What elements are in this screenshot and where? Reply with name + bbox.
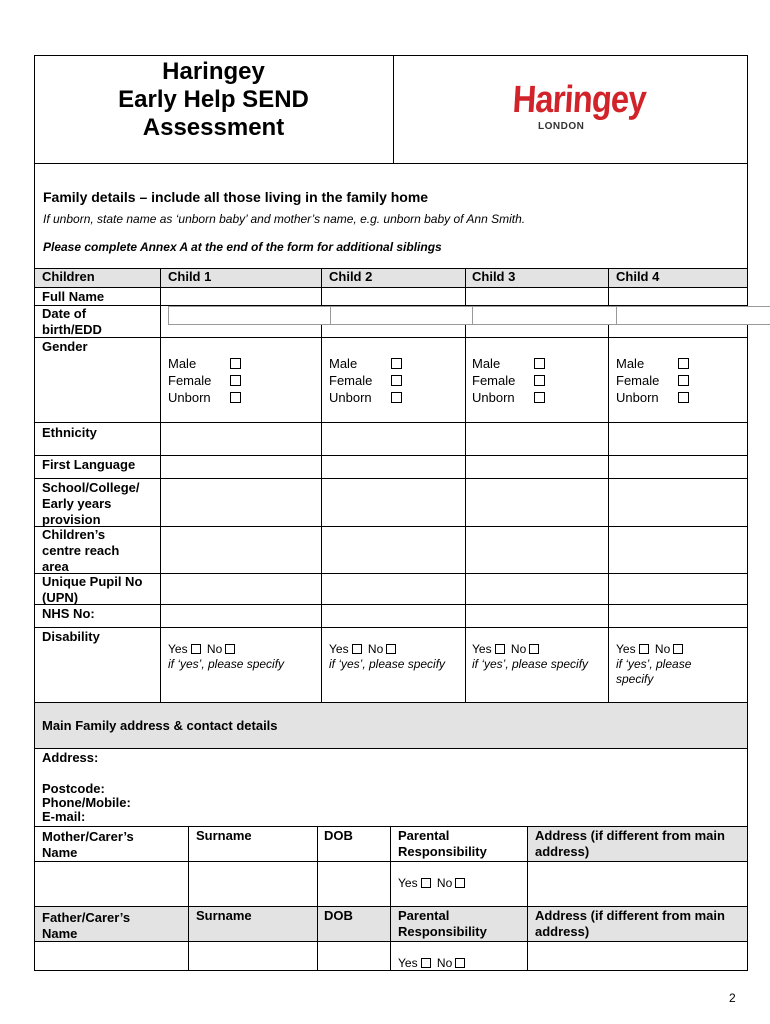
specify-note: if ‘yes’, please specify [329,657,446,671]
gender-label: Gender [42,339,88,354]
checkbox-icon[interactable] [678,392,689,403]
first-language-label: First Language [42,457,136,472]
checkbox-icon[interactable] [421,958,431,968]
yes-label: Yes [398,876,418,890]
checkbox-icon[interactable] [673,644,683,654]
no-label: No [436,876,453,890]
disability-child-4 [616,642,746,687]
gender-option-male[interactable] [472,355,602,372]
rule [34,906,748,907]
specify-note-line-1: if ‘yes’, please [616,657,692,671]
option-label: Female [472,373,516,388]
disability-label: Disability [42,629,100,644]
specify-note-line-2: specify [616,672,654,686]
gender-option-male[interactable] [616,355,746,372]
father-parental-yes-no[interactable] [398,956,468,971]
dob-label: Date of birth/EDD [42,306,102,337]
disability-child-2 [329,642,465,672]
checkbox-icon[interactable] [495,644,505,654]
option-label: Unborn [616,390,659,405]
option-label: Male [472,356,501,371]
gender-option-male[interactable] [168,355,308,372]
gender-option-unborn[interactable] [616,389,746,406]
rule [34,422,748,423]
column-rule [390,826,391,971]
column-rule [321,268,322,702]
yes-label: Yes [472,642,492,656]
child-3-header: Child 3 [472,269,516,284]
form-title-line-1: Haringey [162,58,265,85]
phone-label: Phone/Mobile: [42,795,131,810]
yes-label: Yes [168,642,188,656]
gender-option-female[interactable] [472,372,602,389]
child-2-header: Child 2 [329,269,373,284]
checkbox-icon[interactable] [225,644,235,654]
gender-options-child-3 [472,355,602,406]
option-label: Unborn [168,390,211,405]
disability-child-3 [472,642,608,672]
yes-label: Yes [398,956,418,970]
option-label: Unborn [329,390,372,405]
address-heading: Main Family address & contact details [42,718,278,733]
form-title-line-3: Assessment [142,114,285,141]
checkbox-icon[interactable] [352,644,362,654]
checkbox-icon[interactable] [191,644,201,654]
form-title-line-2: Early Help SEND [118,86,309,113]
gender-options-child-4 [616,355,746,406]
yes-label: Yes [616,642,636,656]
gender-option-female[interactable] [329,372,459,389]
header-divider [393,55,394,163]
gender-option-unborn[interactable] [472,389,602,406]
option-label: Male [616,356,645,371]
no-label: No [436,956,453,970]
dob-field-child-3[interactable] [472,306,620,325]
mother-surname-header: Surname [196,828,252,843]
postcode-label: Postcode: [42,781,105,796]
yes-no-choice[interactable] [329,642,465,657]
father-parental-header: Parental Responsibility [398,908,487,939]
column-rule [317,826,318,971]
page-number: 2 [729,991,736,1005]
rule [34,478,748,479]
ethnicity-label: Ethnicity [42,425,97,440]
family-details-heading: Family details – include all those living in the family home [43,189,429,205]
school-label: School/College/ Early years provision [42,480,140,527]
no-label: No [510,642,527,656]
disability-child-1 [168,642,316,672]
yes-no-choice[interactable] [168,642,316,657]
checkbox-icon[interactable] [639,644,649,654]
option-label: Female [616,373,660,388]
email-label: E-mail: [42,809,86,824]
full-name-label: Full Name [42,289,105,304]
upn-label: Unique Pupil No (UPN) [42,574,143,605]
form-title [34,58,393,142]
checkbox-icon[interactable] [455,878,465,888]
father-surname-header: Surname [196,908,252,923]
checkbox-icon[interactable] [391,392,402,403]
option-label: Male [329,356,358,371]
child-1-header: Child 1 [168,269,212,284]
option-label: Female [329,373,373,388]
father-dob-header: DOB [324,908,353,923]
unborn-note: If unborn, state name as ‘unborn baby’ and mother’s name, e.g. unborn baby of Ann Smith. [43,212,526,226]
yes-no-choice[interactable] [472,642,608,657]
yes-label: Yes [329,642,349,656]
address-label: Address: [42,750,99,765]
option-label: Male [168,356,197,371]
dob-field-child-4[interactable] [616,306,770,325]
haringey-logo [512,78,672,138]
checkbox-icon[interactable] [230,358,241,369]
checkbox-icon[interactable] [534,392,545,403]
checkbox-icon[interactable] [391,358,402,369]
nhs-label: NHS No: [42,606,95,621]
specify-note: if ‘yes’, please specify [168,657,285,671]
checkbox-icon[interactable] [534,358,545,369]
mother-address-header: Address (if different from main address) [535,828,725,859]
logo-subtext: LONDON [538,121,585,132]
checkbox-icon[interactable] [230,392,241,403]
rule [34,455,748,456]
dob-field-child-1[interactable] [168,306,332,325]
child-4-header: Child 4 [616,269,660,284]
gender-option-female[interactable] [168,372,308,389]
column-rule [465,268,466,702]
logo-wordmark: Haringey [511,79,647,121]
checkbox-icon[interactable] [678,375,689,386]
column-rule [160,268,161,702]
option-label: Female [168,373,212,388]
gender-options-child-1 [168,355,308,406]
gender-option-male[interactable] [329,355,459,372]
rule [34,287,748,288]
column-rule [608,268,609,702]
gender-option-unborn[interactable] [329,389,459,406]
gender-option-unborn[interactable] [168,389,308,406]
children-row-header: Children [42,269,95,284]
checkbox-icon[interactable] [386,644,396,654]
father-address-header: Address (if different from main address) [535,908,725,939]
checkbox-icon[interactable] [391,375,402,386]
header-bottom-line [34,163,748,164]
yes-no-choice[interactable] [616,642,746,657]
mother-carer-label: Mother/Carer’s Name [42,829,134,860]
dob-field-child-2[interactable] [330,306,478,325]
checkbox-icon[interactable] [230,375,241,386]
specify-note: if ‘yes’, please specify [472,657,589,671]
gender-options-child-2 [329,355,459,406]
no-label: No [367,642,384,656]
checkbox-icon[interactable] [455,958,465,968]
rule [34,748,748,749]
no-label: No [206,642,223,656]
no-label: No [654,642,671,656]
mother-parental-yes-no[interactable] [398,876,468,891]
rule [34,627,748,628]
mother-parental-header: Parental Responsibility [398,828,487,859]
childrens-centre-label: Children’s centre reach area [42,527,120,574]
annex-note: Please complete Annex A at the end of the form for additional siblings [43,240,442,254]
rule [34,337,748,338]
option-label: Unborn [472,390,515,405]
checkbox-icon[interactable] [678,358,689,369]
checkbox-icon[interactable] [534,375,545,386]
gender-option-female[interactable] [616,372,746,389]
mother-dob-header: DOB [324,828,353,843]
checkbox-icon[interactable] [529,644,539,654]
rule [34,861,748,862]
checkbox-icon[interactable] [421,878,431,888]
father-carer-label: Father/Carer’s Name [42,910,131,941]
column-rule [188,826,189,971]
column-rule [527,826,528,971]
